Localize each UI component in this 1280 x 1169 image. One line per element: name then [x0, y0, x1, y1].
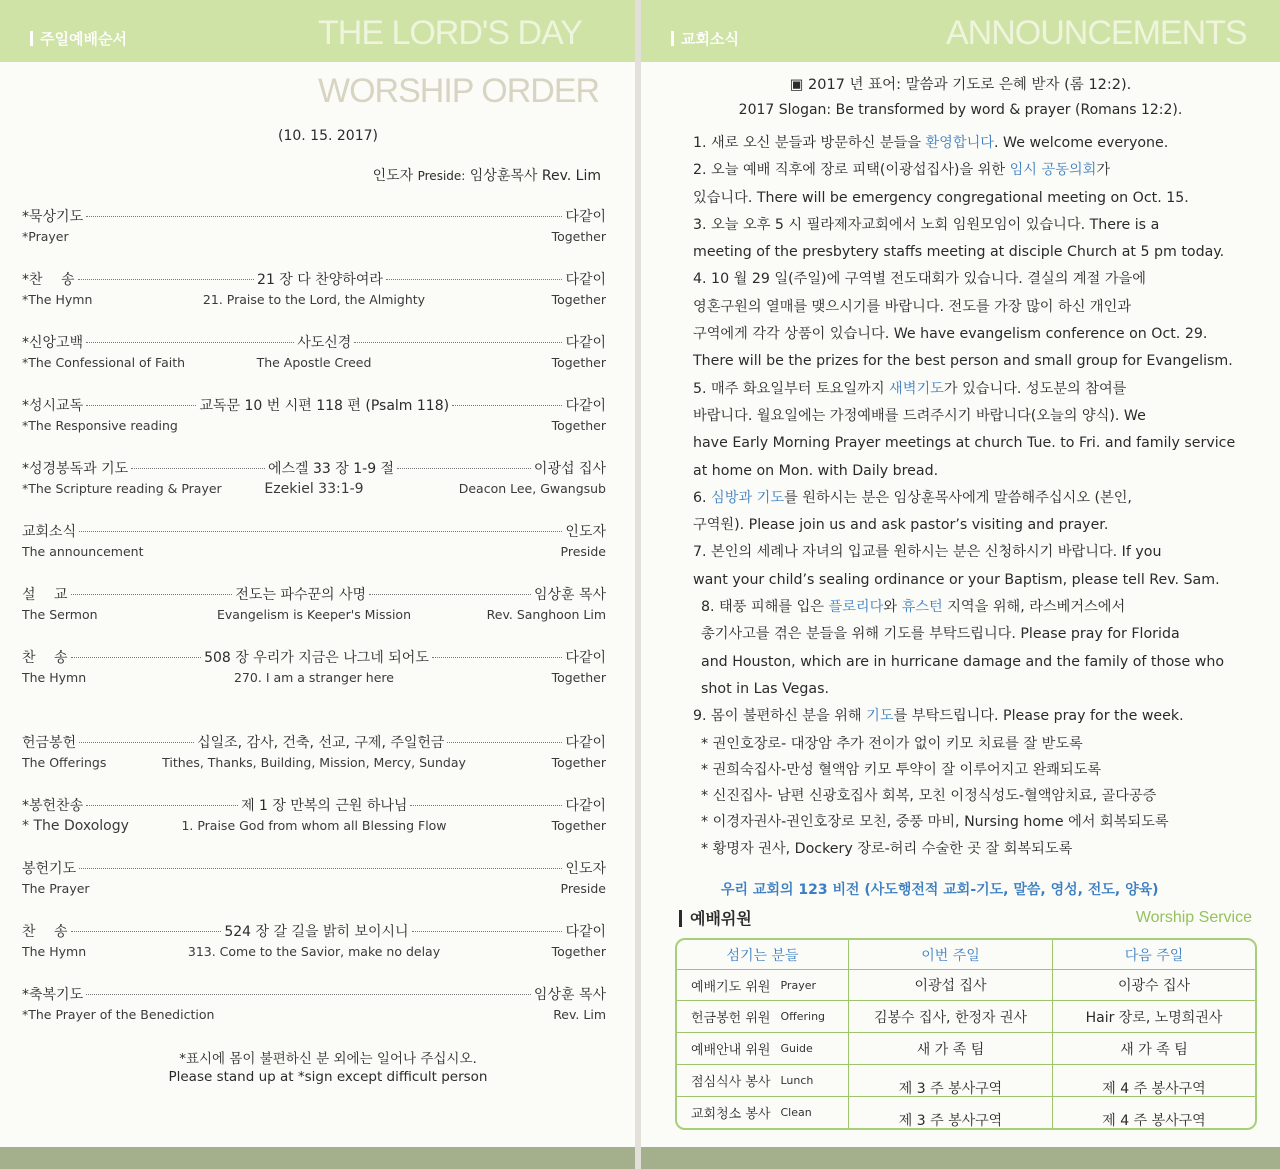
item-title-ko: 교회소식 [22, 524, 77, 540]
highlight-text: 기도 [866, 708, 894, 725]
announcements-page [641, 0, 1280, 1169]
item-title-ko: *묵상기도 [22, 209, 84, 225]
item-leader-en: Together [551, 944, 606, 959]
item-content-en: 270. I am a stranger here [234, 670, 394, 685]
item-leader-en: Together [551, 818, 606, 833]
presider-ko: 인도자 [372, 168, 414, 184]
column-header: 다음 주일 [1124, 947, 1184, 964]
presider-line [373, 165, 601, 185]
item-content-en: 1. Praise God from whom all Blessing Flow [181, 818, 447, 833]
announcement-item: 7. 본인의 세례나 자녀의 입교를 원하시는 분은 신청하시기 바랍니다. If you want your child’s sealing ordinance or your Baptism, please tell Rev. Sam. [693, 544, 1220, 588]
item-title-en: The Prayer [22, 881, 90, 896]
role-cell: 헌금봉헌 위원 Offering [691, 1010, 826, 1026]
item-title-ko: 설 교 [22, 587, 68, 603]
item-leader-en: Preside [560, 881, 606, 896]
table-header-row [677, 940, 1255, 969]
item-content-ko: 십일조, 감사, 건축, 선교, 구제, 주일헌금 [197, 735, 445, 751]
item-title-ko: 찬 송 [22, 924, 68, 940]
order-item [22, 269, 606, 312]
item-title-ko: *찬 송 [22, 272, 75, 288]
slogan-korean: ▣ 2017 년 표어: 말씀과 기도로 은혜 받자 (롬 12:2). [789, 77, 1132, 93]
this-week-cell: 제 3 주 봉사구역 [898, 1112, 1003, 1129]
highlight-text: 심방과 기도 [711, 489, 785, 506]
header-tag: 교회소식 [671, 28, 739, 49]
item-leader-ko: 다같이 [565, 650, 606, 666]
item-leader-en: Preside [560, 544, 606, 559]
order-item [22, 395, 606, 438]
page-subtitle: WORSHIP ORDER [318, 72, 600, 110]
role-cell: 교회청소 봉사 Clean [691, 1106, 812, 1122]
prayer-request-list [693, 731, 1273, 862]
role-cell: 점심식사 봉사 Lunch [691, 1074, 814, 1090]
header-title: ANNOUNCEMENTS [946, 14, 1247, 52]
next-week-cell: 제 4 주 봉사구역 [1102, 1080, 1206, 1097]
item-content-ko: 전도는 파수꾼의 사명 [235, 587, 367, 603]
item-title-en: * The Doxology [22, 818, 129, 834]
item-title-en: The announcement [22, 544, 144, 559]
item-title-ko: *봉헌찬송 [22, 798, 84, 814]
item-content-en: Tithes, Thanks, Building, Mission, Mercy, Sunday [162, 755, 466, 770]
role-cell: 예배안내 위원 Guide [691, 1042, 813, 1058]
presider-name: 임상훈목사 Rev. Lim [469, 168, 601, 184]
item-content-en: The Apostle Creed [256, 355, 372, 370]
order-item [22, 584, 606, 627]
announcement-item: 6. 심방과 기도를 원하시는 분은 임상훈목사에게 말씀해주십시오 (본인, 구역원). Please join us and ask pastor’s visiting and prayer. [693, 489, 1132, 534]
item-title-en: *The Prayer of the Benediction [22, 1007, 215, 1022]
item-leader-ko: 다같이 [565, 798, 606, 814]
item-title-ko: 헌금봉헌 [22, 735, 77, 751]
item-leader-ko: 인도자 [565, 524, 606, 540]
item-leader-en: Together [551, 355, 606, 370]
this-week-cell: 제 3 주 봉사구역 [898, 1080, 1003, 1097]
item-title-ko: 봉헌기도 [22, 861, 77, 877]
item-content-en: 313. Come to the Savior, make no delay [187, 944, 441, 959]
next-week-cell: 이광수 집사 [1117, 978, 1191, 994]
item-leader-ko: 이광섭 집사 [533, 461, 606, 477]
item-title-ko: *성경봉독과 기도 [22, 461, 129, 477]
role-cell: 예배기도 위원 Prayer [691, 978, 816, 995]
standing-note-ko: *표시에 몸이 불편하신 분 외에는 일어나 주십시오. [179, 1051, 477, 1067]
next-week-cell: 제 4 주 봉사구역 [1102, 1112, 1206, 1129]
item-leader-en: Together [551, 229, 606, 244]
table-row [677, 1001, 1255, 1032]
item-content-ko: 사도신경 [297, 335, 352, 351]
column-header: 섬기는 분들 [726, 947, 799, 964]
item-content-ko: 제 1 장 만복의 근원 하나님 [241, 798, 408, 814]
service-section-title: 예배위원 [679, 906, 752, 929]
item-leader-ko: 다같이 [565, 335, 607, 351]
item-leader-ko: 다같이 [565, 735, 606, 751]
item-leader-ko: 임상훈 목사 [533, 587, 607, 603]
item-leader-ko: 다같이 [565, 272, 607, 288]
item-title-en: The Sermon [22, 607, 98, 622]
order-item [22, 921, 606, 964]
item-leader-en: Rev. Lim [553, 1007, 606, 1022]
prayer-request-item: * 권희숙집사-만성 혈액암 키모 투약이 잘 이루어지고 완쾌되도록 [701, 761, 1102, 778]
order-item [22, 858, 606, 901]
item-content-ko: 508 장 우리가 지금은 나그네 되어도 [204, 650, 429, 666]
service-section-title-en: Worship Service [1135, 909, 1252, 926]
next-week-cell: 새 가 족 팀 [1120, 1041, 1188, 1058]
item-leader-en: Together [551, 292, 606, 307]
item-content-en: Evangelism is Keeper's Mission [216, 607, 412, 622]
table-row [677, 1097, 1255, 1128]
item-leader-ko: 다같이 [565, 398, 607, 414]
standing-note-en: Please stand up at *sign except difficult person [168, 1069, 488, 1085]
highlight-text: 새벽기도 [889, 380, 944, 397]
left-header-bar [0, 0, 635, 62]
item-content-ko: 에스겔 33 장 1-9 절 [267, 461, 395, 477]
order-item [22, 521, 606, 564]
prayer-request-item: * 황명자 권사, Dockery 장로-허리 수술한 곳 잘 회복되도록 [701, 840, 1073, 857]
item-title-ko: 찬 송 [22, 650, 68, 666]
header-tag: 주일예배순서 [30, 28, 127, 49]
right-bottom-bar [641, 1147, 1280, 1169]
order-item [22, 795, 606, 838]
this-week-cell: 이광섭 집사 [914, 978, 987, 994]
item-content-ko: 교독문 10 번 시편 118 편 (Psalm 118) [199, 398, 450, 414]
announcement-item: 9. 몸이 불편하신 분을 위해 기도를 부탁드립니다. Please pray for the week. [693, 708, 1184, 725]
prayer-request-item: * 신진집사- 남편 신광호집사 회복, 모친 이정식성도-혈액암치료, 골다공증 [701, 788, 1157, 805]
presider-en: Preside: [417, 169, 466, 183]
slogan-english: 2017 Slogan: Be transformed by word & prayer (Romans 12:2). [738, 102, 1183, 118]
announcement-item: 2. 오늘 예배 직후에 장로 피택(이광섭집사)을 위한 임시 공동의회가 있습니다. There will be emergency congregational meeting on Oct. 15. [693, 162, 1189, 206]
item-content-en: Ezekiel 33:1-9 [264, 481, 364, 497]
item-content-en: 21. Praise to the Lord, the Almighty [202, 292, 426, 307]
this-week-cell: 김봉수 집사, 한정자 권사 [873, 1009, 1028, 1026]
item-title-ko: *신앙고백 [22, 335, 84, 351]
item-title-en: *Prayer [22, 229, 69, 244]
item-leader-ko: 인도자 [565, 861, 606, 877]
church-vision: 우리 교회의 123 비전 (사도행전적 교회-기도, 말씀, 영성, 전도, 양육) [721, 882, 1159, 898]
highlight-text: 환영합니다 [925, 135, 994, 151]
item-leader-en: Rev. Sanghoon Lim [486, 607, 606, 622]
item-content-ko: 21 장 다 찬양하여라 [257, 272, 383, 288]
announcement-item: 1. 새로 오신 분들과 방문하신 분들을 환영합니다. We welcome everyone. [693, 135, 1169, 151]
order-item [22, 458, 606, 501]
order-item [22, 332, 606, 375]
item-title-en: The Hymn [22, 670, 87, 685]
item-leader-en: Together [551, 418, 606, 433]
item-title-ko: *축복기도 [22, 987, 84, 1003]
item-title-en: *The Responsive reading [22, 418, 178, 433]
order-item [22, 984, 606, 1027]
order-item [22, 647, 606, 690]
item-leader-ko: 다같이 [565, 924, 607, 940]
prayer-request-item: * 이경자권사-권인호장로 모친, 중풍 마비, Nursing home 에서 회복되도록 [701, 814, 1169, 831]
table-row [677, 1065, 1255, 1096]
item-title-en: The Hymn [22, 944, 87, 959]
announcement-item: 3. 오늘 오후 5 시 필라제자교회에서 노회 임원모임이 있습니다. There is a meeting of the presbytery staffs meeting at disciple Church at 5 pm today. [693, 216, 1225, 261]
next-week-cell: Hair 장로, 노명희권사 [1085, 1009, 1223, 1026]
item-title-en: *The Confessional of Faith [22, 355, 186, 370]
item-title-en: The Offerings [22, 755, 107, 770]
announcement-item: 8. 태풍 피해를 입은 플로리다와 휴스턴 지역을 위해, 라스베거스에서 총기사고를 겪은 분들을 위해 기도를 부탁드립니다. Please pray for Florida and Houston, which are in hurricane damage and the family of those who shot in Las Vegas. [701, 599, 1225, 697]
order-item [22, 206, 606, 249]
table-row [677, 1033, 1255, 1064]
announcement-list [693, 130, 1273, 862]
item-leader-ko: 임상훈 목사 [533, 987, 606, 1003]
header-title: THE LORD'S DAY [318, 14, 582, 52]
item-leader-en: Deacon Lee, Gwangsub [458, 481, 606, 496]
item-title-en: *The Scripture reading & Prayer [22, 481, 222, 496]
announcement-item: 5. 매주 화요일부터 토요일까지 새벽기도가 있습니다. 성도분의 참여를 바랍니다. 월요일에는 가정예배를 드려주시기 바랍니다(오늘의 양식). We have Early Morning Prayer meetings at church Tue. to Fri. and family service at home on Mon. with Daily bread. [693, 380, 1236, 479]
left-bottom-bar [0, 1147, 635, 1169]
order-item [22, 732, 606, 775]
item-leader-en: Together [551, 670, 606, 685]
service-table [675, 938, 1257, 1130]
highlight-text: 임시 공동의회 [1009, 162, 1097, 179]
highlight-text: 휴스턴 [901, 599, 943, 616]
worship-order-page [0, 0, 635, 1169]
announcement-item: 4. 10 월 29 일(주일)에 구역별 전도대회가 있습니다. 결실의 계절 가을에 영혼구원의 열매를 맺으시기를 바랍니다. 전도를 가장 많이 하신 개인과 구역에게 각각 상품이 있습니다. We have evangelism conference on Oct. 29. There will be the prizes for the best person and small group for Evangelism. [693, 271, 1233, 370]
item-leader-ko: 다같이 [565, 209, 606, 225]
table-row [677, 970, 1255, 1000]
right-header-bar [641, 0, 1280, 62]
item-title-ko: *성시교독 [22, 398, 84, 414]
item-title-en: *The Hymn [22, 292, 93, 307]
item-content-ko: 524 장 갈 길을 밝히 보이시니 [224, 924, 409, 940]
prayer-request-item: * 권인호장로- 대장암 추가 전이가 없이 키모 치료를 잘 받도록 [701, 735, 1083, 752]
item-leader-en: Together [551, 755, 606, 770]
column-header: 이번 주일 [921, 947, 980, 964]
service-date: (10. 15. 2017) [278, 128, 378, 144]
highlight-text: 플로리다 [828, 599, 884, 616]
this-week-cell: 새 가 족 팀 [916, 1041, 985, 1058]
